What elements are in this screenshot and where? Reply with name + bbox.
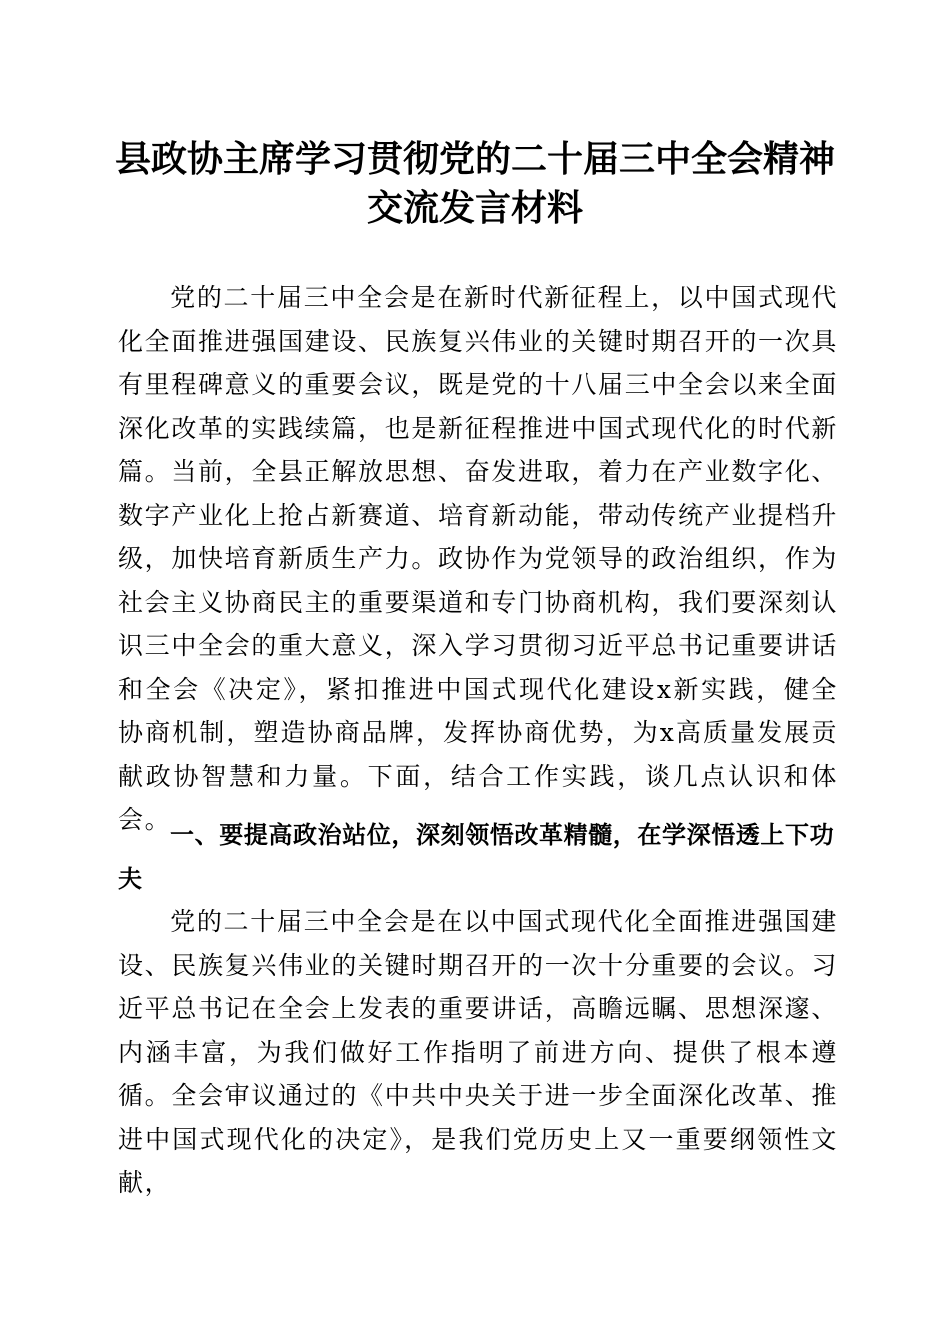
section-heading-1-text: 一、要提高政治站位，深刻领悟改革精髓，在学深悟透上下功夫 <box>118 821 835 893</box>
section-heading-1 <box>118 814 838 901</box>
document-title-line-2: 交流发言材料 <box>366 187 583 229</box>
body-paragraph-2-text: 党的二十届三中全会是在以中国式现代化全面推进强国建设、民族复兴伟业的关键时期召开的一次十分重要的会议。习近平总书记在全会上发表的重要讲话，高瞻远瞩、思想深邃、内涵丰富，为我们做好工作指明了前进方向、提供了根本遵循。全会审议通过的《中共中央关于进一步全面深化改革、推进中国式现代化的决定》，是我们党历史上又一重要纲领性文献， <box>118 907 838 1197</box>
body-paragraph-1-text: 党的二十届三中全会是在新时代新征程上，以中国式现代化全面推进强国建设、民族复兴伟业的关键时期召开的一次具有里程碑意义的重要会议，既是党的十八届三中全会以来全面深化改革的实践续篇，也是新征程推进中国式现代化的时代新篇。当前，全县正解放思想、奋发进取，着力在产业数字化、数字产业化上抢占新赛道、培育新动能，带动传统产业提档升级，加快培育新质生产力。政协作为党领导的政治组织，作为社会主义协商民主的重要渠道和专门协商机构，我们要深刻认识三中全会的重大意义，深入学习贯彻习近平总书记重要讲话和全会《决定》，紧扣推进中国式现代化建设x新实践，健全协商机制，塑造协商品牌，发挥协商优势，为x高质量发展贡献政协智慧和力量。下面，结合工作实践，谈几点认识和体会。 <box>118 283 838 834</box>
document-title-line-1: 县政协主席学习贯彻党的二十届三中全会精神 <box>114 138 835 180</box>
body-paragraph-2 <box>118 900 838 1205</box>
body-paragraph-1 <box>118 276 838 842</box>
